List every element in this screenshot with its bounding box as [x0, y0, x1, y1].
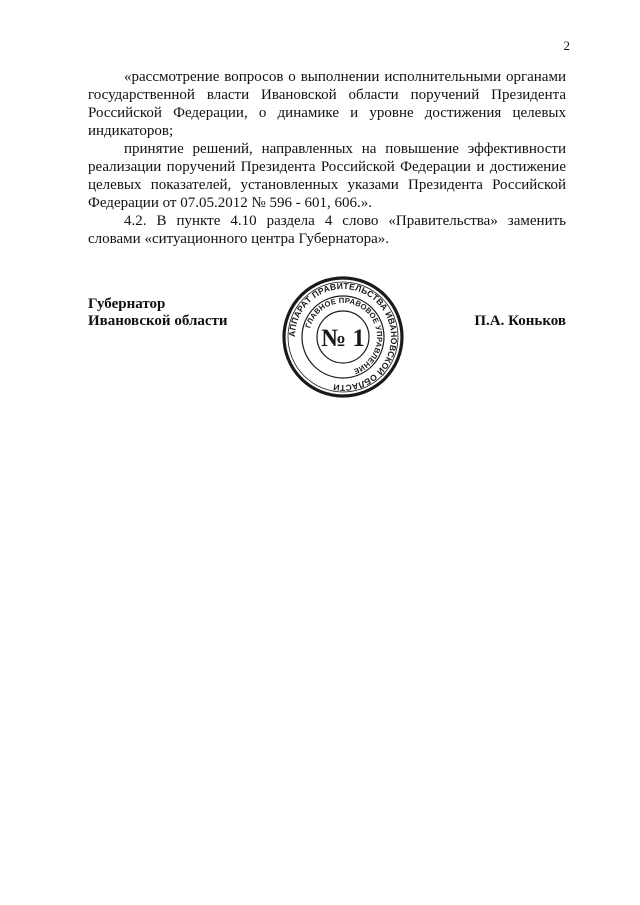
- official-seal: [282, 276, 404, 398]
- seal-center-text: № 1: [321, 325, 365, 352]
- seal-outer-text: АППАРАТ ПРАВИТЕЛЬСТВА ИВАНОВСКОЙ ОБЛАСТИ: [286, 280, 400, 394]
- seal-inner-text: ГЛАВНОЕ ПРАВОВОЕ УПРАВЛЕНИЕ: [303, 295, 385, 377]
- paragraph: «рассмотрение вопросов о выполнении исполнительными органами государственной власти Ивановской области поручений Президента Российской Федерации, о динамике и уровне достижения целевых индикаторов;: [88, 69, 566, 139]
- paragraph: принятие решений, направленных на повышение эффективности реализации поручений Президента Российской Федерации и достижение целевых показателей, установленных указами Президента Российской Федерации от 07.05.2012 № 596 - 601, 606.».: [88, 141, 566, 211]
- paragraph: 4.2. В пункте 4.10 раздела 4 слово «Правительства» заменить словами «ситуационного центра Губернатора».: [88, 213, 566, 247]
- signer-title: [88, 296, 228, 330]
- signer-title-line: Губернатор: [88, 296, 166, 312]
- document-body: [88, 68, 566, 248]
- signer-name: П.А. Коньков: [474, 313, 566, 329]
- seal-graphic: [282, 276, 404, 398]
- page-number: 2: [563, 38, 570, 53]
- signer-title-line: Ивановской области: [88, 313, 228, 329]
